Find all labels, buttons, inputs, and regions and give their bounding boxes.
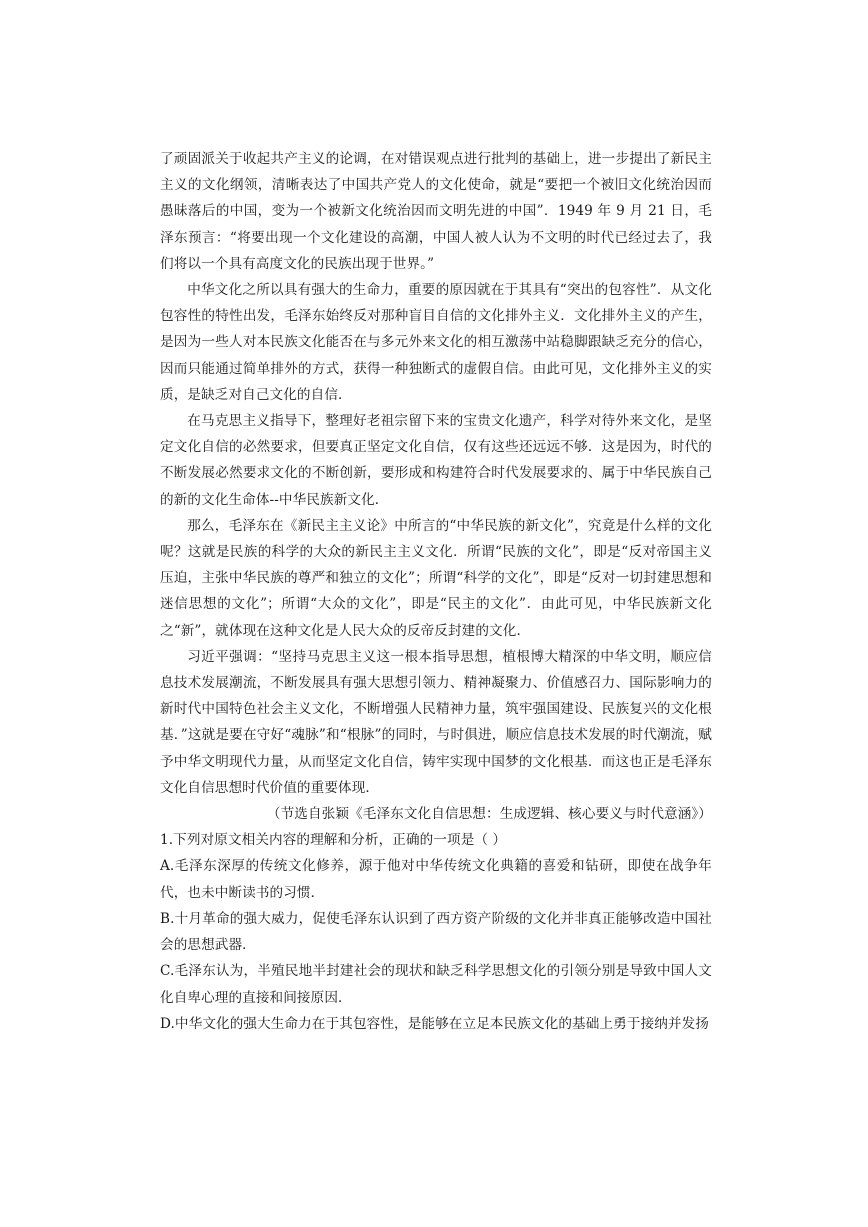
passage-paragraph-2: 中华文化之所以具有强大的生命力，重要的原因就在于其具有“突出的包容性”．从文化包容性的特性出发，毛泽东始终反对那种盲目自信的文化排外主义．文化排外主义的产生，是因为一些人对本民族文化能否在与多元外来文化的相互激荡中站稳脚跟缺乏充分的信心，因而只能通过简单排外的方式，获得一种独断式的虚假自信。由此可见，文化排外主义的实质，是缺乏对自己文化的自信． [160,282,712,403]
passage-source: （节选自张颖《毛泽东文化自信思想：生成逻辑、核心要义与时代意涵》） [266,806,712,823]
option-d: D.中华文化的强大生命力在于其包容性，是能够在立足本民族文化的基础上勇于接纳并发扬 [160,1015,709,1032]
option-c: C.毛泽东认为，半殖民地半封建社会的现状和缺乏科学思想文化的引领分别是导致中国人文化自卑心理的直接和间接原因． [160,963,712,1006]
passage-paragraph-4: 那么，毛泽东在《新民主主义论》中所言的“中华民族的新文化”，究竟是什么样的文化呢？这就是民族的科学的大众的新民主主义文化．所谓“民族的文化”，即是“反对帝国主义压迫，主张中华民族的尊严和独立的文化”；所谓“科学的文化”，即是“反对一切封建思想和迷信思想的文化”；所谓“大众的文化”，即是“民主的文化”．由此可见，中华民族新文化之“新”，就体现在这种文化是人民大众的反帝反封建的文化． [160,517,712,639]
passage-paragraph-3: 在马克思主义指导下，整理好老祖宗留下来的宝贵文化遗产，科学对待外来文化，是坚定文化自信的必然要求，但要真正坚定文化自信，仅有这些还远远不够．这是因为，时代的不断发展必然要求文化的不断创新，要形成和构建符合时代发展要求的、属于中华民族自己的新的文化生命体--中华民族新文化． [160,413,712,508]
passage-paragraph-5: 习近平强调：“坚持马克思主义这一根本指导思想，植根博大精深的中华文明，顺应信息技术发展潮流，不断发展具有强大思想引领力、精神凝聚力、价值感召力、国际影响力的新时代中国特色社会主义文化，不断增强人民精神力量，筑牢强国建设、民族复兴的文化根基．”这就是要在守好“魂脉”和“根脉”的同时，与时俱进，顺应信息技术发展的时代潮流，赋予中华文明现代力量，从而坚定文化自信，铸牢实现中国梦的文化根基．而这也正是毛泽东文化自信思想时代价值的重要体现． [160,648,712,796]
passage-paragraph-1: 了顽固派关于收起共产主义的论调，在对错误观点进行批判的基础上，进一步提出了新民主主义的文化纲领，清晰表达了中国共产党人的文化使命，就是“要把一个被旧文化统治因而愚昧落后的中国，变为一个被新文化统治因而文明先进的中国”．1949 年 9 月 21 日，毛泽东预言：“将要出现一个文化建设的高潮，中国人被人认为不文明的时代已经过去了，我们将以一个具有高度文化的民族出现于世界。” [160,151,712,272]
document-page [160,146,712,1037]
option-b: B.十月革命的强大威力，促使毛泽东认识到了西方资产阶级的文化并非真正能够改造中国社会的思想武器． [160,910,712,954]
option-a: A.毛泽东深厚的传统文化修养，源于他对中华传统文化典籍的喜爱和钻研，即使在战争年代，也未中断读书的习惯． [160,858,712,901]
question-stem: 1.下列对原文相关内容的理解和分析，正确的一项是（ ） [160,832,507,849]
